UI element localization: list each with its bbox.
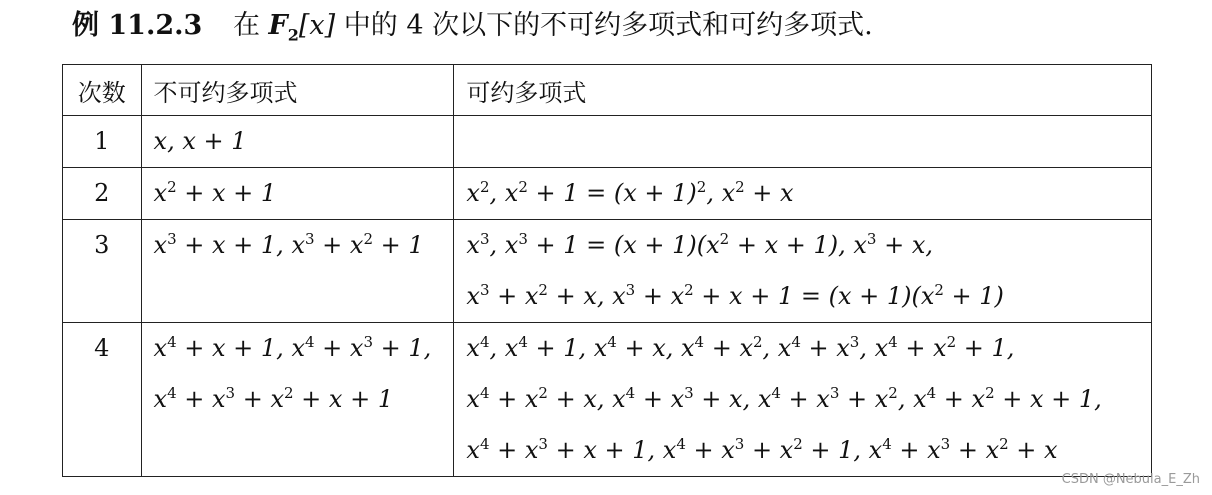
- table-row: [63, 323, 1152, 477]
- irreducible-polynomial-line: x, x + 1: [153, 127, 247, 155]
- irreducible-cell: [141, 220, 454, 323]
- header-reducible: 可约多项式: [454, 65, 1152, 116]
- degree-cell: [63, 116, 142, 168]
- reducible-cell: [454, 220, 1152, 323]
- table-row: [63, 168, 1152, 220]
- irreducible-polynomial-line: $x^2 + x + 1$: [153, 178, 277, 207]
- reducible-polynomial-line: $x^4$, $x^4 + 1$, $x^4 + x$, $x^4 + x^2$, $x^4 + x^3$, $x^4 + x^2 + 1$,: [466, 333, 1015, 362]
- title-rest: 中的 4 次以下的不可约多项式和可约多项式.: [343, 10, 873, 41]
- reducible-cell: [454, 116, 1152, 168]
- reducible-polynomial-line: $x^2$, $x^2 + 1 = (x + 1)^2$, $x^2 + x$: [466, 178, 794, 207]
- header-row: [63, 65, 1152, 116]
- watermark: CSDN @Nebula_E_Zh: [1061, 472, 1200, 487]
- irreducible-polynomial-line: $x^4 + x + 1$, $x^4 + x^3 + 1$,: [153, 333, 432, 362]
- irreducible-cell: [141, 168, 454, 220]
- reducible-polynomial-line: [466, 116, 1139, 167]
- irreducible-cell: [141, 323, 454, 477]
- polynomial-table: [62, 64, 1152, 477]
- irreducible-polynomial-line: $x^4 + x^3 + x^2 + x + 1$: [153, 384, 394, 413]
- header-irreducible: 不可约多项式: [141, 65, 454, 116]
- reducible-cell: [454, 168, 1152, 220]
- example-label: 例 11.2.3: [72, 10, 203, 41]
- reducible-polynomial-line: $x^4 + x^3 + x + 1$, $x^4 + x^3 + x^2 + 1$, $x^4 + x^3 + x^2 + x$: [466, 435, 1058, 464]
- degree-value: 3: [94, 231, 110, 259]
- degree-cell: [63, 323, 142, 477]
- table-row: [63, 220, 1152, 323]
- irreducible-cell: [141, 116, 454, 168]
- degree-value: 1: [94, 127, 110, 155]
- reducible-polynomial-line: $x^3$, $x^3 + 1 = (x + 1)(x^2 + x + 1)$, $x^3 + x$,: [466, 230, 933, 259]
- degree-value: 2: [94, 179, 110, 207]
- degree-cell: [63, 220, 142, 323]
- irreducible-polynomial-line: $x^3 + x + 1$, $x^3 + x^2 + 1$: [153, 230, 424, 259]
- field-variable: [x]: [298, 10, 336, 41]
- header-degree: 次数: [63, 65, 142, 116]
- table-row: [63, 116, 1152, 168]
- reducible-polynomial-line: $x^3 + x^2 + x$, $x^3 + x^2 + x + 1 = (x + 1)(x^2 + 1)$: [466, 281, 1004, 310]
- degree-value: 4: [94, 334, 110, 362]
- table-body: [63, 116, 1152, 477]
- example-title: [72, 6, 873, 55]
- title-lead: 在: [232, 10, 260, 41]
- degree-cell: [63, 168, 142, 220]
- reducible-polynomial-line: $x^4 + x^2 + x$, $x^4 + x^3 + x$, $x^4 + x^3 + x^2$, $x^4 + x^2 + x + 1$,: [466, 384, 1102, 413]
- field-symbol: $F_2$: [268, 10, 299, 45]
- reducible-cell: [454, 323, 1152, 477]
